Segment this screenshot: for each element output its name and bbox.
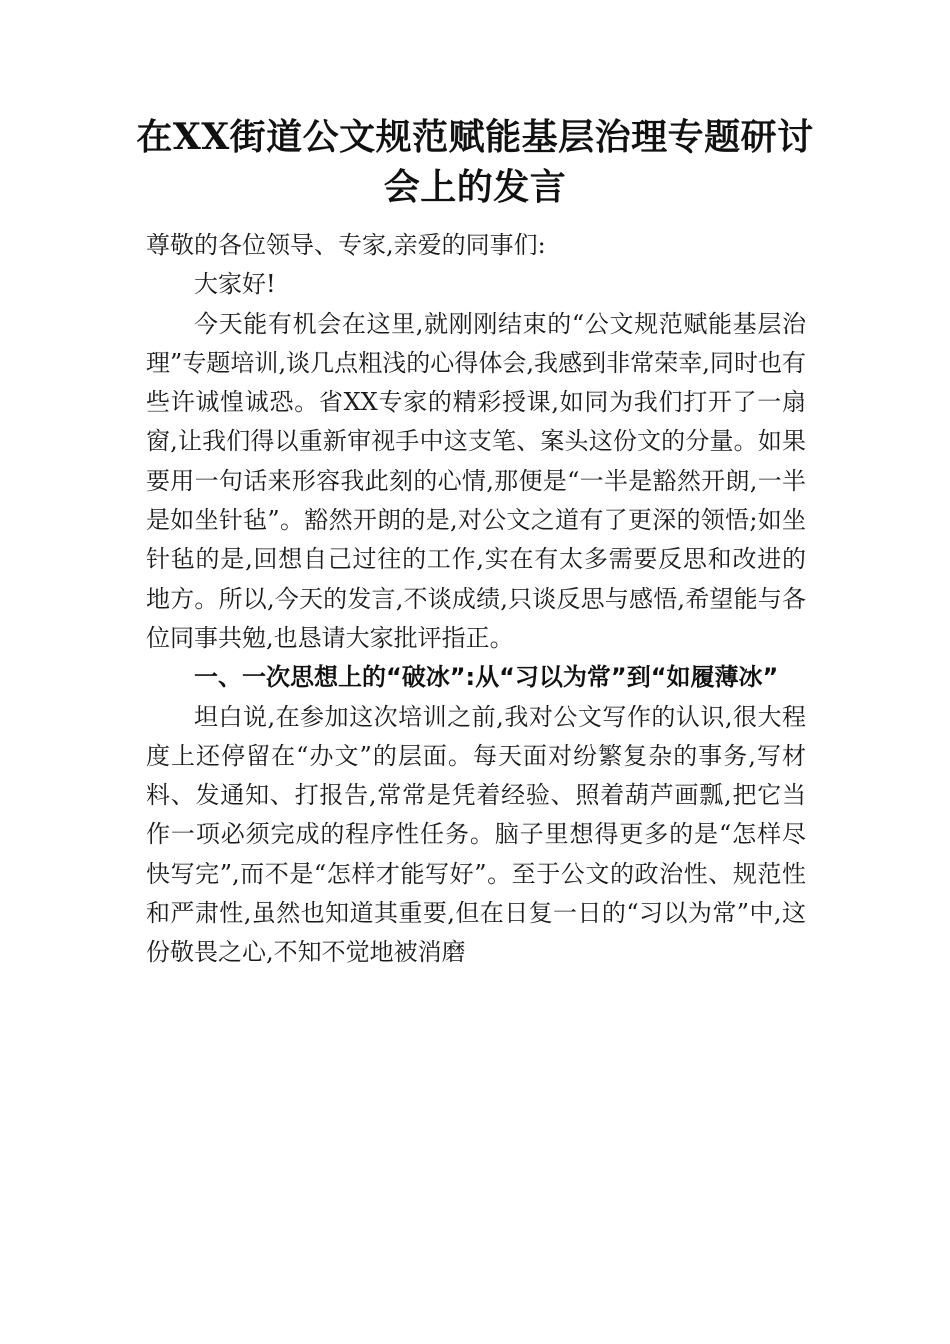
section-1-paragraph: 坦白说,在参加这次培训之前,我对公文写作的认识,很大程度上还停留在“办文”的层面。每天面对纷繁复杂的事务,写材料、发通知、打报告,常常是凭着经验、照着葫芦画瓢,把它当作一项必须完成的程序性任务。脑子里想得更多的是“怎样尽快写完”,而不是“怎样才能写好”。至于公文的政治性、规范性和严肃性,虽然也知道其重要,但在日复一日的“习以为常”中,这份敬畏之心,不知不觉地被消磨 xyxy=(146,702,806,967)
title-line-2: 会上的发言 xyxy=(383,166,567,208)
title-line-1: 在XX街道公文规范赋能基层治理专题研讨 xyxy=(136,116,814,158)
greeting: 大家好! xyxy=(194,270,276,299)
salutation: 尊敬的各位领导、专家,亲爱的同事们: xyxy=(146,231,546,259)
intro-paragraph: 今天能有机会在这里,就刚刚结束的“公文规范赋能基层治理”专题培训,谈几点粗浅的心得体会,我感到非常荣幸,同时也有些许诚惶诚恐。省XX专家的精彩授课,如同为我们打开了一扇窗,让我们得以重新审视手中这支笔、案头这份文的分量。如果要用一句话来形容我此刻的心情,那便是“一半是豁然开朗,一半是如坐针毡”。豁然开朗的是,对公文之道有了更深的领悟;如坐针毡的是,回想自己过往的工作,实在有太多需要反思和改进的地方。所以,今天的发言,不谈成绩,只谈反思与感悟,希望能与各位同事共勉,也恳请大家批评指正。 xyxy=(146,309,806,652)
section-heading-1: 一、一次思想上的“破冰”:从“习以为常”到“如履薄冰” xyxy=(194,663,779,692)
document-body xyxy=(146,226,806,973)
document-title xyxy=(0,112,950,212)
